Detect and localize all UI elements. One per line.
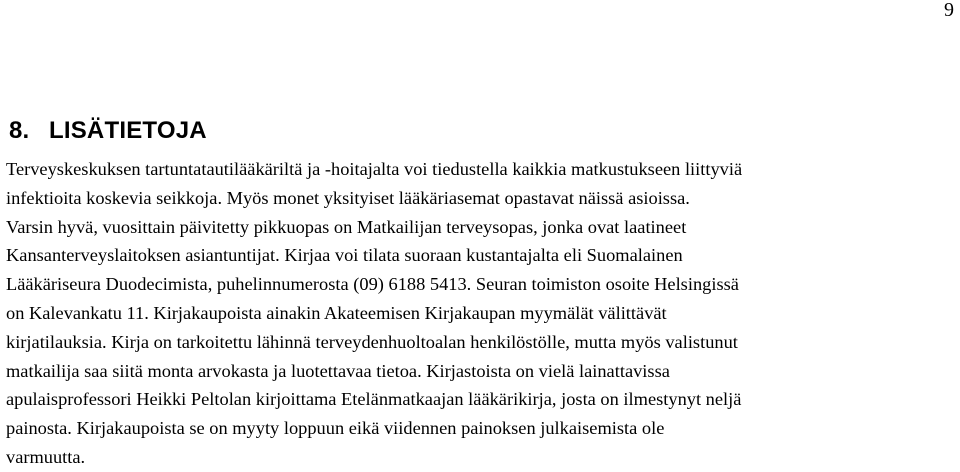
section-number: 8. (9, 117, 30, 144)
paragraph-line: painosta. Kirjakaupoista se on myyty loppuun eikä viidennen painoksen julkaisemista ole (6, 418, 665, 439)
paragraph-line: kirjatilauksia. Kirja on tarkoitettu lähinnä terveydenhuoltoalan henkilöstölle, mutta myös valistunut (6, 331, 738, 352)
body-paragraph (6, 155, 958, 472)
paragraph-line: infektioita koskevia seikkoja. Myös monet yksityiset lääkäriasemat opastavat näissä asioissa. (6, 187, 690, 208)
paragraph-line: Lääkäriseura Duodecimista, puhelinnumerosta (09) 6188 5413. Seuran toimiston osoite Helsingissä (6, 274, 739, 295)
page-number: 9 (944, 0, 954, 21)
paragraph-line: apulaisprofessori Heikki Peltolan kirjoittama Etelänmatkaajan lääkärikirja, josta on ilmestynyt neljä (6, 389, 742, 410)
paragraph-line: matkailija saa siitä monta arvokasta ja luotettavaa tietoa. Kirjastoista on vielä lainattavissa (6, 360, 670, 381)
paragraph-line: varmuutta. (6, 446, 86, 467)
paragraph-line: Kansanterveyslaitoksen asiantuntijat. Kirjaa voi tilata suoraan kustantajalta eli Suomalainen (6, 245, 683, 266)
section-title: LISÄTIETOJA (49, 117, 207, 144)
paragraph-line: Varsin hyvä, vuosittain päivitetty pikkuopas on Matkailijan terveysopas, jonka ovat laatineet (6, 216, 687, 237)
paragraph-line: Terveyskeskuksen tartuntatautilääkäriltä ja -hoitajalta voi tiedustella kaikkia matkustukseen liittyviä (6, 159, 743, 179)
section-heading (9, 115, 207, 147)
paragraph-line: on Kalevankatu 11. Kirjakaupoista ainakin Akateemisen Kirjakaupan myymälät välittävät (6, 302, 667, 323)
